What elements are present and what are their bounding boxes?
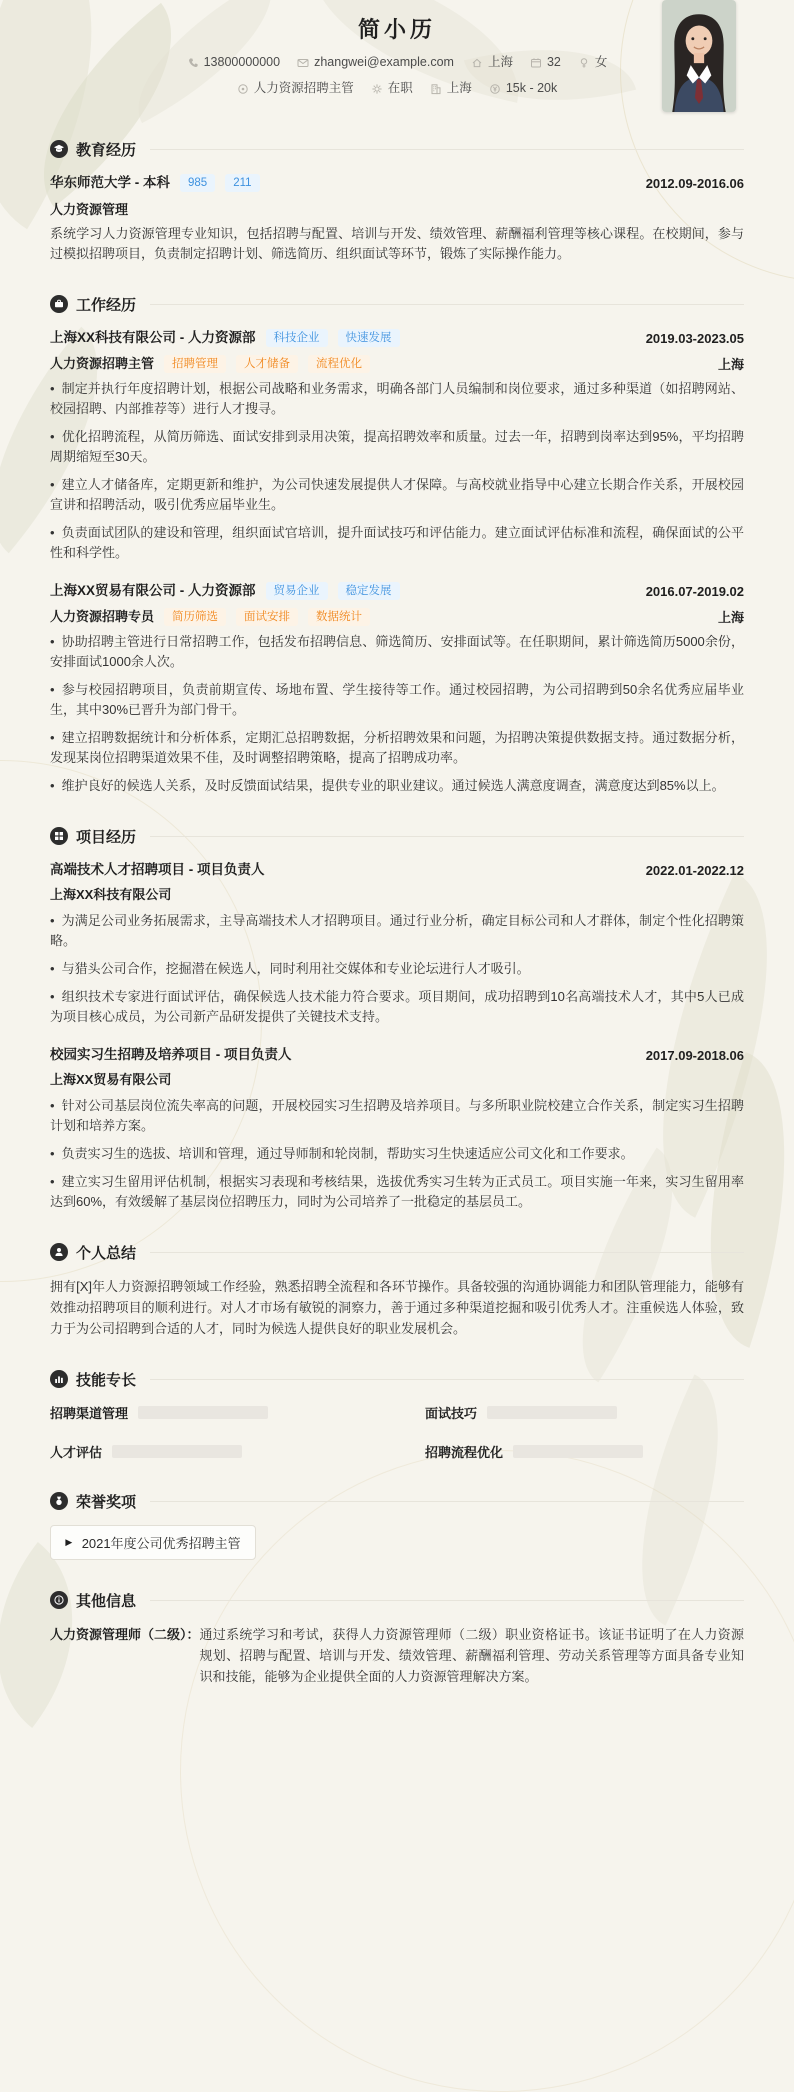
bullet-text: 协助招聘主管进行日常招聘工作，包括发布招聘信息、筛选简历、安排面试等。在任职期间，累计筛选简历5000余份，安排面试1000余人次。: [50, 634, 744, 669]
bullet-icon: •: [50, 682, 55, 697]
target-position-value: 人力资源招聘主管: [253, 81, 354, 95]
skill-label: 招聘流程优化: [425, 1445, 504, 1460]
company-name: 上海XX贸易有限公司 - 人力资源部: [50, 583, 256, 598]
certificate-item: [50, 1624, 744, 1687]
section-divider: [150, 1252, 744, 1253]
section-divider: [150, 304, 744, 305]
skill-label: 招聘渠道管理: [50, 1406, 129, 1421]
location-value: 上海: [487, 55, 513, 69]
grid-icon: [50, 827, 68, 845]
project-entry: [50, 860, 744, 1027]
job-bullet: [50, 379, 744, 419]
project-bullet: [50, 1172, 744, 1212]
honor-item[interactable]: [50, 1525, 256, 1560]
position-badge: 流程优化: [308, 355, 370, 373]
section-projects: [50, 826, 744, 1212]
project-bullet: [50, 987, 744, 1027]
school-badge: 211: [225, 174, 259, 192]
section-title: 其他信息: [76, 1592, 137, 1610]
education-section-header: [50, 139, 744, 159]
major-name: 人力资源管理: [50, 202, 129, 217]
home-icon: [471, 57, 483, 69]
bar-chart-icon: [50, 1370, 68, 1388]
age-value: 32: [546, 55, 561, 69]
company-badge: 贸易企业: [266, 582, 328, 600]
medal-icon: [50, 1492, 68, 1510]
bullet-text: 负责实习生的选拔、培训和管理，通过导师制和轮岗制，帮助实习生快速适应公司文化和工作要求。: [61, 1146, 634, 1161]
section-title: 项目经历: [76, 828, 137, 846]
target-icon: [237, 83, 249, 95]
bullet-text: 制定并执行年度招聘计划，根据公司战略和业务需求，明确各部门人员编制和岗位要求，通过多种渠道（如招聘网站、校园招聘、内部推荐等）进行人才搜寻。: [50, 381, 744, 416]
bullet-text: 建立招聘数据统计和分析体系，定期汇总招聘数据，分析招聘效果和问题，为招聘决策提供数据支持。通过数据分析，发现某岗位招聘渠道效果不佳，及时调整招聘策略，提高了招聘成功率。: [50, 730, 744, 765]
bullet-icon: •: [50, 477, 55, 492]
bullet-icon: •: [50, 1146, 55, 1161]
skill-item: [425, 1442, 744, 1461]
phone-value: 13800000000: [203, 55, 281, 69]
person-icon: [50, 1243, 68, 1261]
bullet-icon: •: [50, 634, 55, 649]
project-bullet: [50, 1096, 744, 1136]
location-field: [471, 54, 513, 71]
job-entry: [50, 581, 744, 796]
job-bullet: [50, 475, 744, 515]
skills-grid: [50, 1403, 744, 1461]
section-divider: [150, 149, 744, 150]
section-title: 教育经历: [76, 141, 137, 159]
skill-bar-track: [112, 1445, 242, 1458]
position-name: 人力资源招聘主管: [50, 356, 155, 371]
skills-section-header: [50, 1369, 744, 1389]
target-position-field: [237, 80, 354, 97]
project-name: 高端技术人才招聘项目 - 项目负责人: [50, 862, 265, 877]
summary-section-header: [50, 1242, 744, 1262]
skill-item: [50, 1403, 369, 1422]
gear-icon: [371, 83, 383, 95]
position-badge: 简历筛选: [164, 608, 226, 626]
position-badge: 数据统计: [308, 608, 370, 626]
section-title: 技能专长: [76, 1371, 137, 1389]
section-divider: [150, 836, 744, 837]
bullet-text: 针对公司基层岗位流失率高的问题，开展校园实习生招聘及培养项目。与多所职业院校建立合作关系，制定实习生招聘计划和培养方案。: [50, 1098, 744, 1133]
job-status-field: [371, 80, 413, 97]
resume-header: [50, 0, 744, 97]
email-value: zhangwei@example.com: [314, 55, 454, 69]
bullet-text: 维护良好的候选人关系，及时反馈面试结果，提供专业的职业建议。通过候选人满意度调查，满意度达到85%以上。: [61, 778, 725, 793]
bullet-text: 优化招聘流程，从简历筛选、面试安排到录用决策，提高招聘效率和质量。过去一年，招聘到岗率达到95%，平均招聘周期缩短至30天。: [50, 429, 744, 464]
phone-icon: [187, 57, 199, 69]
work-city-field: [430, 80, 472, 97]
projects-section-header: [50, 826, 744, 846]
skill-item: [50, 1442, 369, 1461]
bullet-text: 与猎头公司合作，挖掘潜在候选人，同时利用社交媒体和专业论坛进行人才吸引。: [61, 961, 530, 976]
skill-label: 面试技巧: [425, 1406, 478, 1421]
bullet-icon: •: [50, 1098, 55, 1113]
project-name: 校园实习生招聘及培养项目 - 项目负责人: [50, 1047, 292, 1062]
salary-field: [489, 80, 557, 97]
bullet-icon: •: [50, 381, 55, 396]
expand-icon: ▶: [65, 1537, 73, 1548]
summary-text: 拥有[X]年人力资源招聘领域工作经验，熟悉招聘全流程和各环节操作。具备较强的沟通协调能力和团队管理能力，能够有效推动招聘项目的顺利进行。对人才市场有敏锐的洞察力，善于通过多种渠道挖掘和吸引优秀人才。注重候选人体验，致力于为公司招聘到合适的人才，同时为候选人提供良好的职业发展机会。: [50, 1279, 744, 1336]
work-section-header: [50, 294, 744, 314]
gender-icon: [578, 57, 590, 69]
project-bullet: [50, 959, 744, 979]
section-divider: [150, 1600, 744, 1601]
honor-text: 2021年度公司优秀招聘主管: [81, 1536, 241, 1551]
bullet-icon: •: [50, 778, 55, 793]
job-entry: [50, 328, 744, 563]
position-badge: 人才储备: [236, 355, 298, 373]
section-education: [50, 139, 744, 264]
job-location: 上海: [717, 357, 744, 372]
bullet-icon: •: [50, 989, 55, 1004]
company-badge: 稳定发展: [338, 582, 400, 600]
building-icon: [430, 83, 442, 95]
position-badge: 招聘管理: [164, 355, 226, 373]
project-bullet: [50, 911, 744, 951]
company-badge: 科技企业: [266, 329, 328, 347]
skill-label: 人才评估: [50, 1445, 103, 1460]
phone-field: [187, 54, 280, 71]
job-bullet: [50, 523, 744, 563]
job-date: 2016.07-2019.02: [645, 583, 744, 599]
info-icon: [50, 1591, 68, 1609]
education-date: 2012.09-2016.06: [645, 175, 744, 191]
certificate-label: 人力资源管理师（二级）：: [50, 1627, 200, 1642]
job-date: 2019.03-2023.05: [645, 330, 744, 346]
education-description: 系统学习人力资源管理专业知识，包括招聘与配置、培训与开发、绩效管理、薪酬福利管理等核心课程。在校期间，参与过模拟招聘项目，负责制定招聘计划、筛选简历、组织面试等环节，锻炼了实际操作能力。: [50, 226, 744, 261]
section-divider: [150, 1501, 744, 1502]
company-name: 上海XX科技有限公司 - 人力资源部: [50, 330, 256, 345]
section-title: 荣誉奖项: [76, 1493, 137, 1511]
section-skills: [50, 1369, 744, 1461]
certificate-text: 通过系统学习和考试，获得人力资源管理师（二级）职业资格证书。该证书证明了在人力资源规划、招聘与配置、培训与开发、绩效管理、薪酬福利管理、劳动关系管理等方面具备专业知识和技能，能够为企业提供全面的人力资源管理解决方案。: [199, 1627, 744, 1684]
gender-field: [578, 54, 608, 71]
section-divider: [150, 1379, 744, 1380]
bullet-icon: •: [50, 525, 55, 540]
bullet-icon: •: [50, 730, 55, 745]
profile-photo: [662, 0, 736, 112]
job-bullet: [50, 632, 744, 672]
skill-bar-track: [487, 1406, 617, 1419]
section-title: 工作经历: [76, 296, 137, 314]
salary-value: 15k - 20k: [505, 81, 558, 95]
job-bullet: [50, 728, 744, 768]
section-honors: [50, 1491, 744, 1560]
position-name: 人力资源招聘专员: [50, 609, 155, 624]
contact-row-1: [50, 54, 744, 71]
company-badge: 快速发展: [338, 329, 400, 347]
job-bullet: [50, 680, 744, 720]
bullet-text: 为满足公司业务拓展需求，主导高端技术人才招聘项目。通过行业分析，确定目标公司和人才群体，制定个性化招聘策略。: [50, 913, 744, 948]
project-entry: [50, 1045, 744, 1212]
section-work: [50, 294, 744, 796]
job-location: 上海: [717, 610, 744, 625]
project-company: 上海XX贸易有限公司: [50, 1072, 172, 1087]
skill-item: [425, 1403, 744, 1422]
job-bullet: [50, 776, 744, 796]
calendar-icon: [530, 57, 542, 69]
project-date: 2017.09-2018.06: [645, 1047, 744, 1063]
section-title: 个人总结: [76, 1244, 137, 1262]
money-icon: [489, 83, 501, 95]
bullet-text: 建立实习生留用评估机制，根据实习表现和考核结果，选拔优秀实习生转为正式员工。项目实施一年来，实习生留用率达到60%，有效缓解了基层岗位招聘压力，同时为公司培养了一批稳定的基层员工。: [50, 1174, 744, 1209]
project-date: 2022.01-2022.12: [645, 862, 744, 878]
bullet-icon: •: [50, 913, 55, 928]
age-field: [530, 54, 561, 71]
skill-bar-track: [138, 1406, 268, 1419]
project-bullet: [50, 1144, 744, 1164]
section-other: [50, 1590, 744, 1687]
email-icon: [297, 57, 309, 69]
bullet-icon: •: [50, 1174, 55, 1189]
job-status-value: 在职: [387, 81, 413, 95]
bullet-icon: •: [50, 429, 55, 444]
gender-value: 女: [594, 55, 608, 69]
bullet-text: 组织技术专家进行面试评估，确保候选人技术能力符合要求。项目期间，成功招聘到10名高端技术人才，其中5人已成为项目核心成员，为公司新产品研发提供了关键技术支持。: [50, 989, 744, 1024]
email-field: [297, 54, 454, 71]
school-badge: 985: [180, 174, 215, 192]
bullet-icon: •: [50, 961, 55, 976]
skill-bar-track: [513, 1445, 643, 1458]
section-summary: [50, 1242, 744, 1339]
bullet-text: 负责面试团队的建设和管理，组织面试官培训，提升面试技巧和评估能力。建立面试评估标准和流程，确保面试的公平性和科学性。: [50, 525, 744, 560]
education-entry: [50, 173, 744, 193]
bullet-text: 参与校园招聘项目，负责前期宣传、场地布置、学生接待等工作。通过校园招聘，为公司招聘到50余名优秀应届毕业生，其中30%已晋升为部门骨干。: [50, 682, 744, 717]
other-section-header: [50, 1590, 744, 1610]
candidate-name: 简小历: [357, 17, 436, 42]
position-badge: 面试安排: [236, 608, 298, 626]
project-company: 上海XX科技有限公司: [50, 887, 172, 902]
briefcase-icon: [50, 295, 68, 313]
bullet-text: 建立人才储备库，定期更新和维护，为公司快速发展提供人才保障。与高校就业指导中心建立长期合作关系，开展校园宣讲和招聘活动，吸引优秀应届毕业生。: [50, 477, 744, 512]
school-name: 华东师范大学 - 本科: [50, 175, 170, 190]
honors-section-header: [50, 1491, 744, 1511]
job-bullet: [50, 427, 744, 467]
contact-row-2: [50, 80, 744, 97]
graduation-cap-icon: [50, 140, 68, 158]
work-city-value: 上海: [446, 81, 472, 95]
